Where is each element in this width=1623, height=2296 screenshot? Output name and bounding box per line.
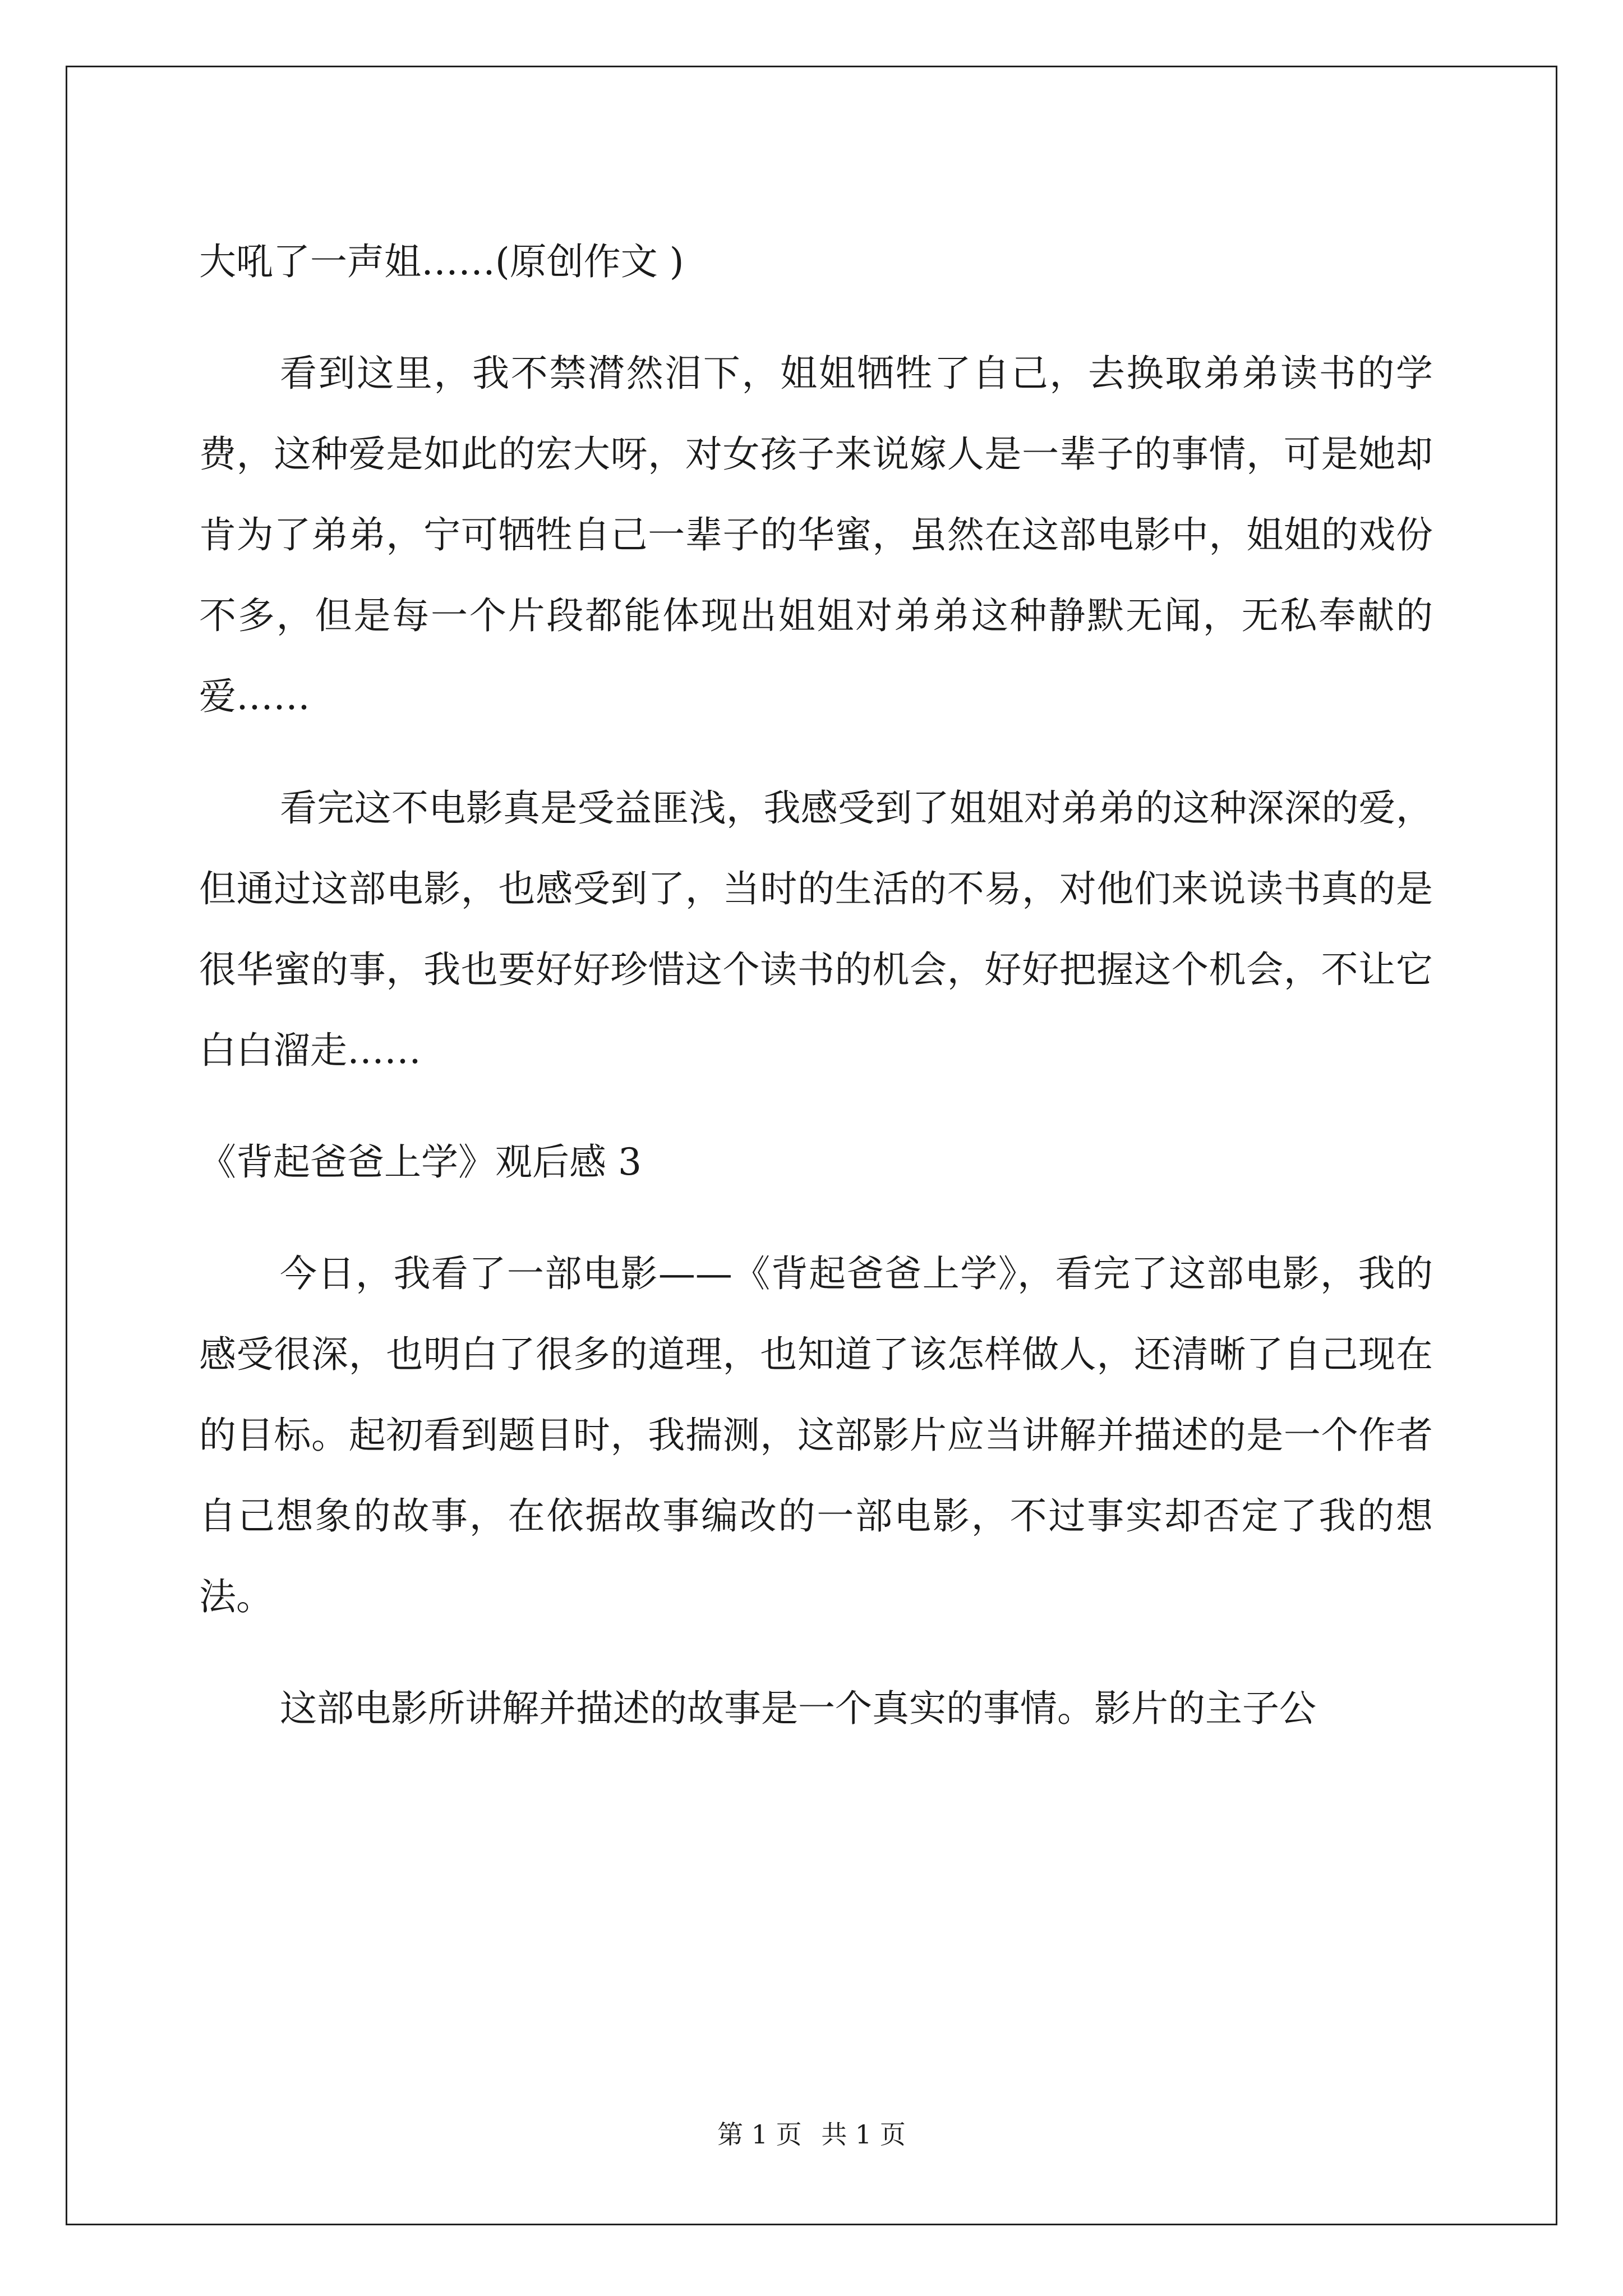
paragraph: 今日，我看了一部电影——《背起爸爸上学》，看完了这部电影，我的感受很深，也明白了很多的道理，也知道了该怎样做人，还清晰了自己现在的目标。起初看到题目时，我揣测，这部影片应当讲解并描述的是一个作者自己想象的故事，在依据故事编改的一部电影，不过事实却否定了我的想法。: [199, 1252, 1433, 1618]
document-body: [199, 222, 1433, 1780]
paragraph: 看到这里，我不禁潸然泪下，姐姐牺牲了自己，去换取弟弟读书的学费，这种爱是如此的宏大呀，对女孩子来说嫁人是一辈子的事情，可是她却肯为了弟弟，宁可牺牲自己一辈子的华蜜，虽然在这部电影中，姐姐的戏份不多，但是每一个片段都能体现出姐姐对弟弟这种静默无闻，无私奉献的爱……: [199, 352, 1433, 718]
page-footer: [0, 2118, 1623, 2151]
paragraph: 这部电影所讲解并描述的故事是一个真实的事情。影片的主子公: [280, 1687, 1316, 1730]
paragraph-continuation: 大吼了一声姐……(原创作文 ): [199, 240, 684, 283]
page-number: 第 1 页: [717, 2119, 802, 2150]
page-total: 共 1 页: [821, 2119, 906, 2150]
section-heading: 《背起爸爸上学》观后感 3: [199, 1140, 642, 1184]
paragraph: 看完这不电影真是受益匪浅，我感受到了姐姐对弟弟的这种深深的爱，但通过这部电影，也感受到了，当时的生活的不易，对他们来说读书真的是很华蜜的事，我也要好好珍惜这个读书的机会，好好把握这个机会，不让它白白溜走……: [199, 786, 1433, 1072]
